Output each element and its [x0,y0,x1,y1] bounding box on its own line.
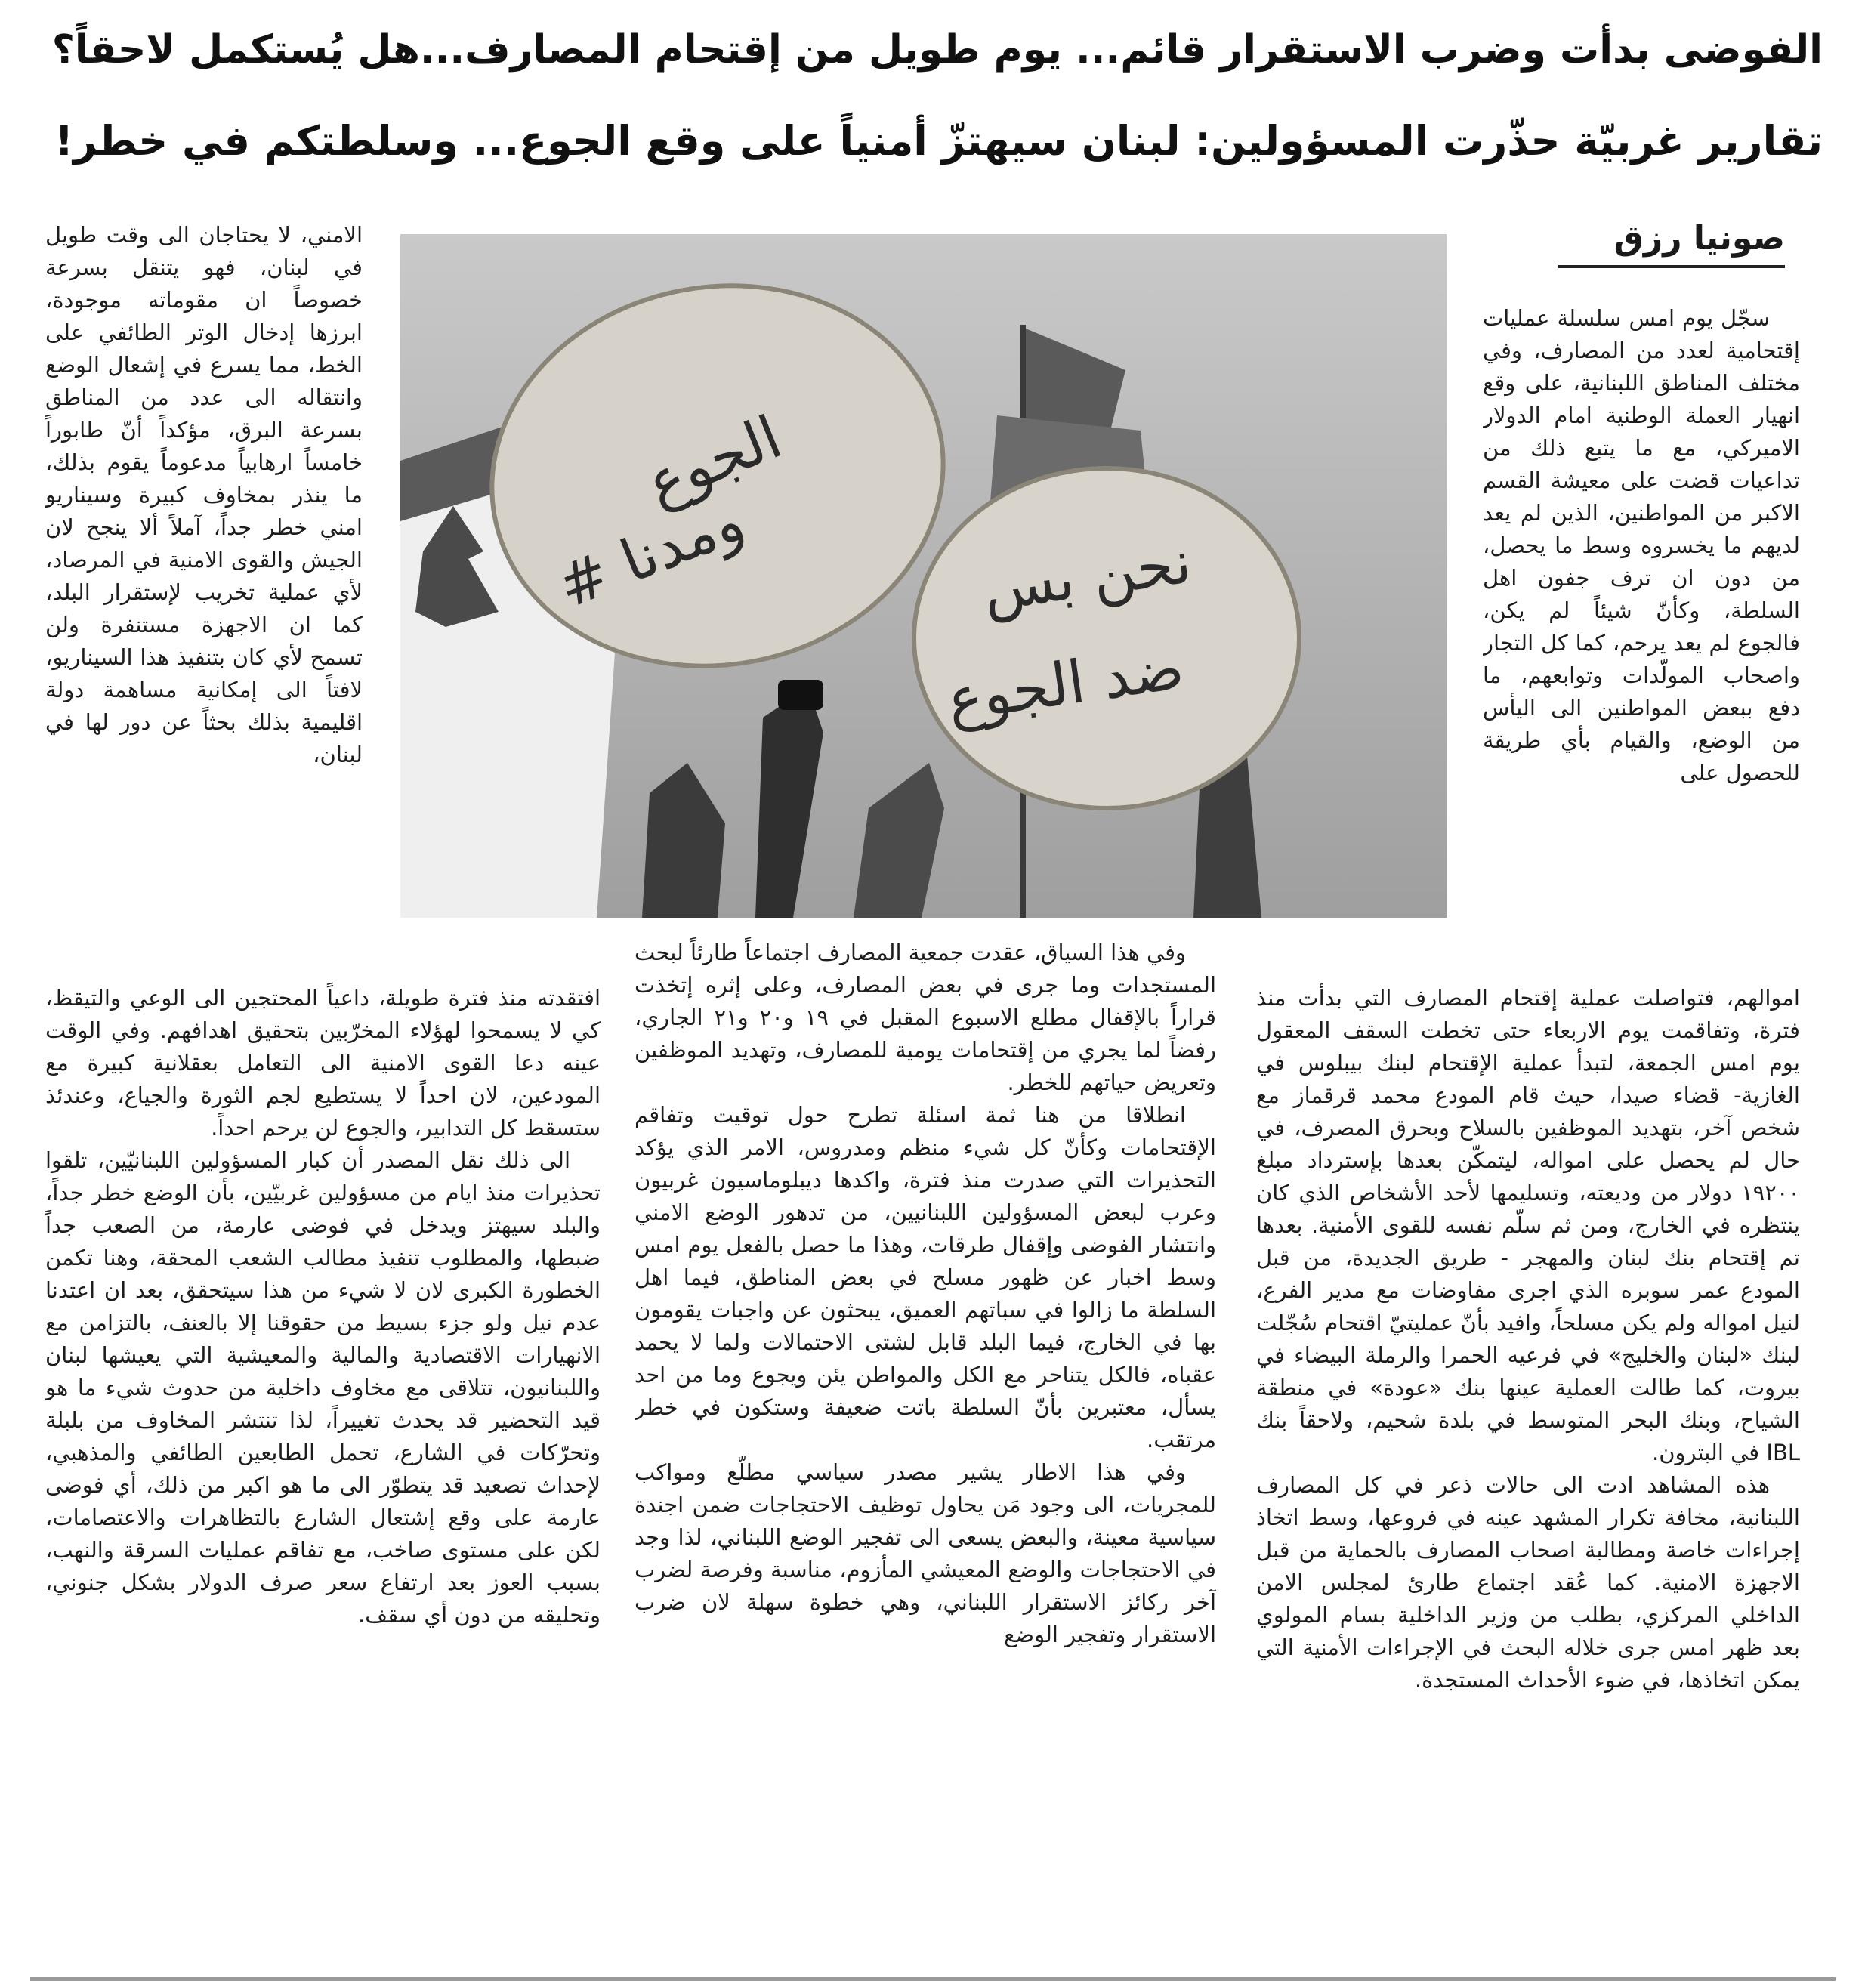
article-column-middle-bottom [635,937,1216,1934]
bread-sign-right [914,468,1299,808]
paragraph: انطلاقا من هنا ثمة اسئلة تطرح حول توقيت وتفاقم الإقتحامات وكأنّ كل شيء منظم ومدروس، الامر الذي يؤكد التحذيرات التي صدرت منذ فترة، واكدها ديبلوماسيون غربيون وعرب لبعض المسؤولين اللبنانيين، من تدهور الوضع الامني وانتشار الفوضى وإقفال طرقات، وهذا ما حصل بالفعل يوم امس وسط اخبار عن ظهور مسلح في بعض المناطق، فيما اهل السلطة ما زالوا في سباتهم العميق، يبحثون عن واجبات يقومون بها في الخارج، فيما البلد قابل لشتى الاحتمالات ولما لا يحمد عقباه، فالكل يتناحر مع الكل والمواطن يئن ويجوع وما من احد يسأل، معتبرين بأنّ السلطة باتت ضعيفة وستكون في خطر مرتقب. [635,1102,1216,1452]
article-column-right-bottom [1256,982,1800,1926]
wristwatch [778,680,823,710]
sign-right-text-2: ضد الجوع [943,634,1188,735]
paragraph: هذه المشاهد ادت الى حالات ذعر في كل المصارف اللبنانية، مخافة تكرار المشهد عينه في فروعها، وسط اتخاذ إجراءات خاصة ومطالبة اصحاب المصارف بالحماية من قبل الاجهزة الامنية. كما عُقد اجتماع طارئ لمجلس الامن الداخلي المركزي، بطلب من وزير الداخلية بسام المولوي بعد ظهر امس جرى خلاله البحث في الإجراءات الأمنية التي يمكن اتخاذها، في ضوء الأحداث المستجدة. [1256,1472,1800,1693]
paragraph: اموالهم، فتواصلت عملية إقتحام المصارف التي بدأت منذ فترة، وتفاقمت يوم الاربعاء حتى تخطت السقف المعقول يوم امس الجمعة، لتبدأ عملية الإقتحام لبنك بيبلوس في الغازية- قضاء صيدا، حيث قام المودع محمد قرقماز مع شخص آخر، بتهديد الموظفين بالسلاح وبحرق المصرف، في حال لم يحصل على امواله، ليتمكّن بعدها بإسترداد مبلغ ١٩٢٠٠ دولار من وديعته، وتسليمها لأحد الأشخاص الذي كان ينتظره في الخارج، ومن ثم سلّم نفسه للقوى الأمنية. بعدها تم إقتحام بنك لبنان والمهجر - طريق الجديدة، من قبل المودع عمر سوبره الذي اجرى مفاوضات مع مدير الفرع، لنيل امواله ولم يكن مسلحاً، وافيد بأنّ عمليتيّ اقتحام سُجّلت لبنك «لبنان والخليج» في فرعيه الحمرا والرملة البيضاء في بيروت، كما طالت العملية عينها بنك «عودة» في منطقة الشياح، وبنك البحر المتوسط في بلدة شحيم، ولاحقاً بنك IBL في البترون. [1256,985,1800,1465]
paragraph: سجّل يوم امس سلسلة عمليات إقتحامية لعدد من المصارف، وفي مختلف المناطق اللبنانية، على وقع انهيار العملة الوطنية امام الدولار الاميركي، مع ما يتبع ذلك من تداعيات قضت على معيشة القسم الاكبر من المواطنين، الذين لم يعد لديهم ما يخسروه وسط ما يحصل، من دون ان ترف جفون اهل السلطة، وكأنّ شيئاً لم يكن، فالجوع لم يعد يرحم، كما كل التجار واصحاب المولّدات وتوابعهم، ما دفع ببعض المواطنين الى اليأس من الوضع، والقيام بأي طريقة للحصول على [1483,305,1800,786]
paragraph: وفي هذا السياق، عقدت جمعية المصارف اجتماعاً طارئاً لبحث المستجدات وما جرى في بعض المصارف، وعلى إثره إتخذت قراراً بالإقفال مطلع الاسبوع المقبل في ١٩ و٢٠ و٢١ الجاري، رفضاً لما يجري من إقتحامات يومية للمصارف، وتهديد الموظفين وتعريض حياتهم للخطر. [635,940,1216,1095]
paragraph: الامني، لا يحتاجان الى وقت طويل في لبنان، فهو يتنقل بسرعة خصوصاً ان مقوماته موجودة، ابرزها إدخال الوتر الطائفي على الخط، مما يسرع في إشعال الوضع وانتقاله الى عدد من المناطق بسرعة البرق، مؤكداً أنّ طابوراً خامساً ارهابياً مدعوماً يقوم بذلك، ما ينذر بمخاوف كبيرة وسيناريو امني خطر جداً، آملاً ألا ينجح لان الجيش والقوى الامنية في المرصاد، لأي عملية تخريب لإستقرار البلد، كما ان الاجهزة مستنفرة ولن تسمح لأي كان بتنفيذ هذا السيناريو، لافتاً الى إمكانية مساهمة دولة اقليمية بذلك بحثاً عن دور لها في لبنان، [45,222,363,767]
article-column-left-bottom [45,982,601,1934]
sign-left-text-1: الجوع [638,403,792,519]
headline-line-2: تقارير غربيّة حذّرت المسؤولين: لبنان سيهتزّ أمنياً على وقع الجوع... وسلطتكم في خطر! [54,117,1823,165]
article-column-right-top [1483,302,1800,967]
sign-left-text-2: ومدنا # [548,486,754,622]
article-column-left-top [45,219,363,967]
protest-photo-illustration [400,234,1447,918]
paragraph: افتقدته منذ فترة طويلة، داعياً المحتجين الى الوعي والتيقظ، كي لا يسمحوا لهؤلاء المخرّبين بتحقيق اهدافهم. وفي الوقت عينه دعا القوى الامنية الى التعامل بعقلانية كبيرة مع المودعين، لان احداً لا يستطيع لجم الثورة والجياع، وعندئذ ستسقط كل التدابير، والجوع لن يرحم احداً. [45,985,601,1141]
byline: صونيا رزق [1558,219,1785,268]
sign-right-text-1: نحن بس [978,528,1196,625]
paragraph: وفي هذا الاطار يشير مصدر سياسي مطلّع ومواكب للمجريات، الى وجود مَن يحاول توظيف الاحتجاجات ضمن اجندة سياسية معينة، والبعض يسعى الى تفجير الوضع اللبناني، لذا وجد في الاحتجاجات والوضع المعيشي المأزوم، مناسبة وفرصة لضرب آخر ركائز الاستقرار اللبناني، وهي خطوة سهلة لان ضرب الاستقرار وتفجير الوضع [635,1459,1216,1647]
protest-photo [400,234,1447,918]
paragraph: الى ذلك نقل المصدر أن كبار المسؤولين اللبنانيّين، تلقوا تحذيرات منذ ايام من مسؤولين غربيّين، بأن الوضع خطر جداً، والبلد سيهتز ويدخل في فوضى عارمة، من الصعب جداً ضبطها، والمطلوب تنفيذ مطالب الشعب المحقة، وهنا تكمن الخطورة الكبرى لان لا شيء من هذا سيتحقق، بعد ان اعتدنا عدم نيل ولو جزء بسيط من حقوقنا إلا بالعنف، بالتزامن مع الانهيارات الاقتصادية والمالية والمعيشية التي يعيشها لبنان واللبنانيون، تتلاقى مع مخاوف داخلية من حدوث شيء ما هو قيد التحضير قد يحدث تغييراً، لذا تنتشر المخاوف من بلبلة وتحرّكات في الشارع، تحمل الطابعين الطائفي والمذهبي، لإحداث تصعيد قد يتطوّر الى ما هو اكبر من ذلك، أي فوضى عارمة على وقع إشتعال الشارع بالتظاهرات والاعتصامات، لكن على مستوى صاخب، مع تفاقم عمليات السرقة والنهب، بسبب العوز بعد ارتفاع سعر صرف الدولار بشكل جنوني، وتحليقه من دون أي سقف. [45,1147,601,1628]
headline-line-1: الفوضى بدأت وضرب الاستقرار قائم... يوم طويل من إقتحام المصارف...هل يُستكمل لاحقاً؟ [51,27,1823,73]
bottom-rule [30,1977,1836,1981]
